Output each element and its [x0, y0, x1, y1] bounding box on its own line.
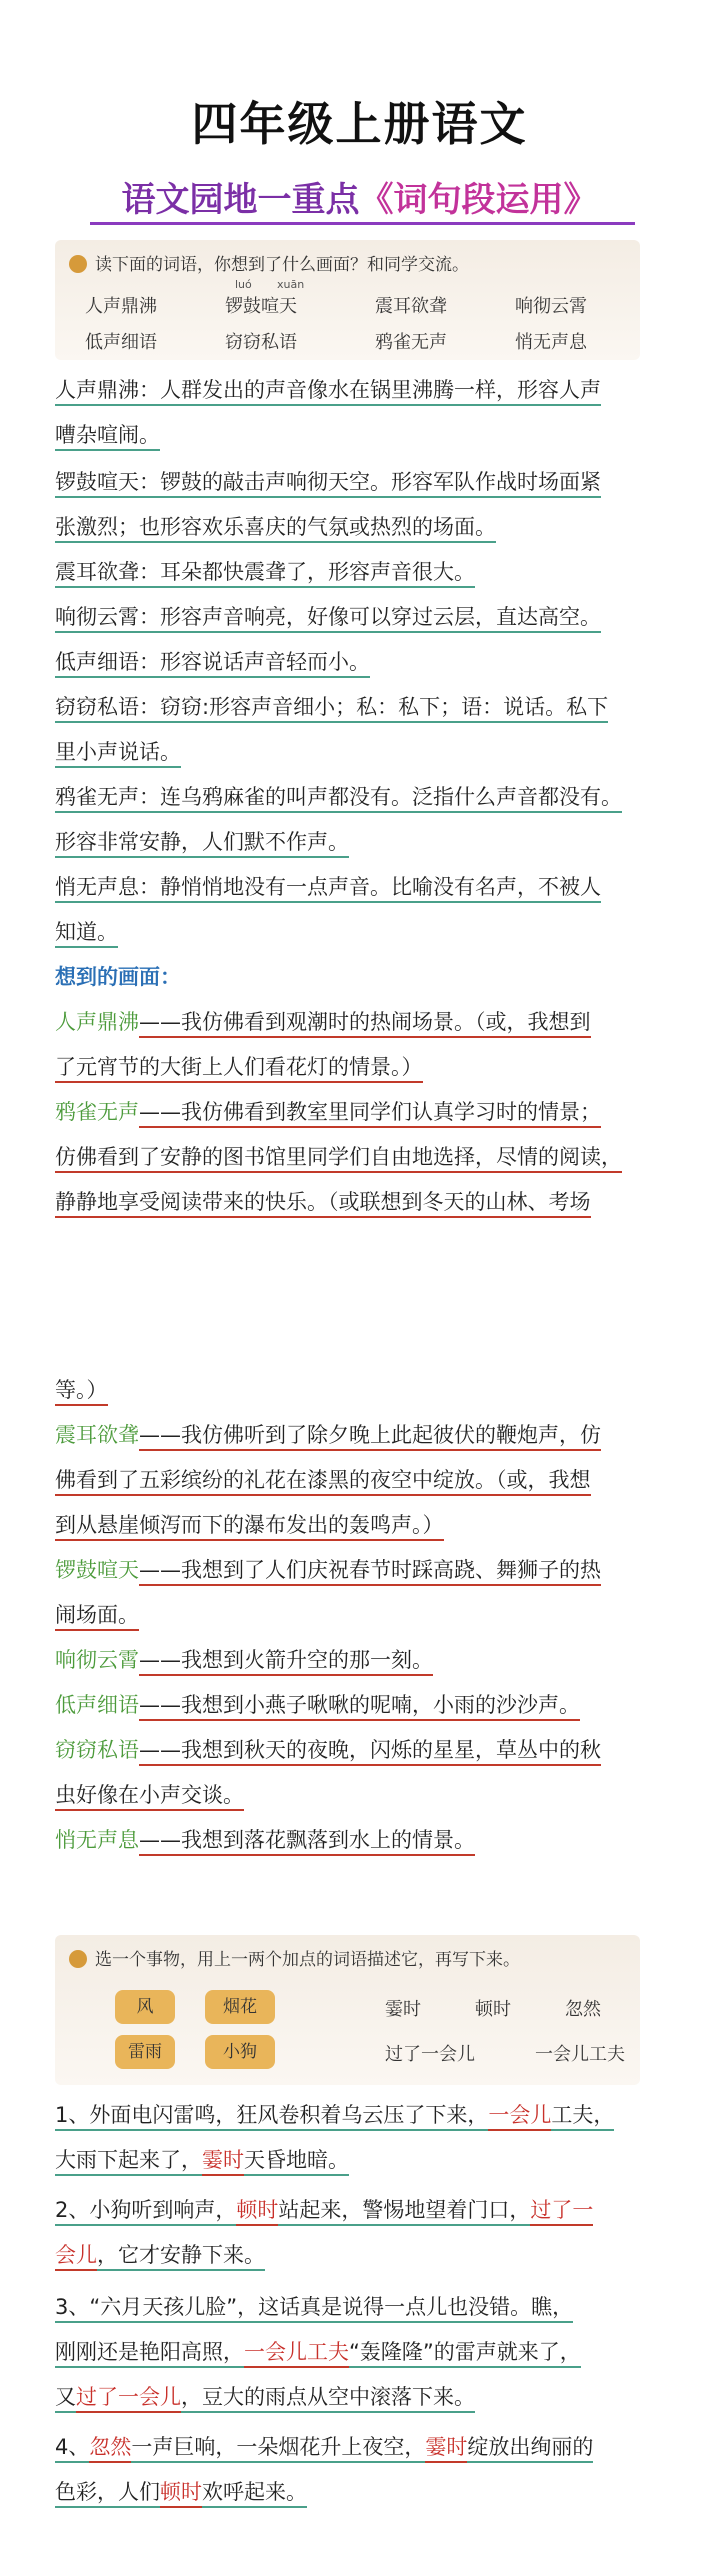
definition-line	[55, 602, 670, 632]
example-highlight: 一会儿	[488, 2103, 551, 2131]
item-pill: 烟花	[205, 1990, 275, 2024]
scene-text: 闹场面。	[55, 1603, 139, 1631]
scene-line	[55, 1465, 670, 1495]
example-highlight: 霎时	[425, 2435, 467, 2463]
scene-text: 静静地享受阅读带来的快乐。（或联想到冬天的山林、考场	[55, 1190, 591, 1218]
scene-text: ——我想到火箭升空的那一刻。	[139, 1648, 433, 1676]
box1-word: 悄无声息	[515, 332, 587, 353]
scene-line	[55, 1142, 670, 1172]
scene-text: 佛看到了五彩缤纷的礼花在漆黑的夜空中绽放。（或，我想	[55, 1468, 591, 1496]
scene-line	[55, 1510, 670, 1540]
example-text: 又	[55, 2385, 76, 2413]
example-highlight: 过了一会儿	[76, 2385, 181, 2413]
subtitle-bracketed: 《词句段运用》	[359, 180, 598, 220]
example-line	[55, 2477, 670, 2507]
scene-term: 低声细语	[55, 1693, 139, 1717]
definition-line	[55, 872, 670, 902]
example-text: ，它才安静下来。	[97, 2243, 265, 2271]
example-line	[55, 2100, 670, 2130]
definition-line	[55, 827, 670, 857]
scene-text: ——我仿佛听到了除夕晚上此起彼伏的鞭炮声，仿	[139, 1423, 601, 1451]
scene-term: 响彻云霄	[55, 1648, 139, 1672]
scene-line	[55, 1555, 670, 1585]
example-highlight: 忽然	[89, 2435, 131, 2463]
example-highlight: 霎时	[202, 2148, 244, 2176]
example-text: 工夫，	[551, 2103, 614, 2131]
dotted-word: 霎时	[385, 1999, 421, 2020]
example-text: 欢呼起来。	[202, 2480, 307, 2508]
textbook-excerpt-words	[55, 240, 640, 360]
textbook-excerpt-describe	[55, 1935, 640, 2085]
definition-line	[55, 917, 670, 947]
scene-line	[55, 1097, 670, 1127]
definition-line	[55, 647, 670, 677]
box1-word: 窃窃私语	[225, 332, 297, 353]
bullet-icon	[69, 255, 87, 273]
example-highlight: 一会儿工夫	[244, 2340, 349, 2368]
definition-text: 震耳欲聋：耳朵都快震聋了，形容声音很大。	[55, 560, 475, 588]
page-title: 四年级上册语文	[191, 97, 528, 151]
example-line	[55, 2240, 670, 2270]
example-highlight: 顿时	[160, 2480, 202, 2508]
scene-term: 窃窃私语	[55, 1738, 139, 1762]
definition-text: 窃窃私语：窃窃:形容声音细小；私：私下；语：说话。私下	[55, 695, 608, 723]
box1-word: 锣鼓喧天	[225, 296, 297, 317]
box1-instruction-text: 读下面的词语，你想到了什么画面？和同学交流。	[95, 255, 469, 275]
example-text: “轰隆隆”的雷声就来了，	[349, 2340, 581, 2368]
scene-term: 人声鼎沸	[55, 1010, 139, 1034]
subtitle-prefix: 语文园地一重点	[121, 180, 360, 220]
box1-word: 低声细语	[85, 332, 157, 353]
example-line	[55, 2432, 670, 2462]
example-text: 站起来，警惕地望着门口，	[278, 2198, 530, 2226]
scenes-heading: 想到的画面：	[55, 965, 181, 989]
definition-line	[55, 467, 670, 497]
scene-term: 鸦雀无声	[55, 1100, 139, 1124]
scene-text: ——我仿佛看到观潮时的热闹场景。（或，我想到	[139, 1010, 591, 1038]
example-text: 大雨下起来了，	[55, 2148, 202, 2176]
scene-line	[55, 1187, 670, 1217]
example-text: 色彩，人们	[55, 2480, 160, 2508]
definition-line	[55, 512, 670, 542]
scene-line	[55, 1007, 670, 1037]
scene-line	[55, 1690, 670, 1720]
item-pill: 小狗	[205, 2035, 275, 2069]
box1-instruction	[69, 250, 469, 275]
definition-text: 鸦雀无声：连乌鸦麻雀的叫声都没有。泛指什么声音都没有。	[55, 785, 622, 813]
definition-text: 人声鼎沸：人群发出的声音像水在锅里沸腾一样，形容人声	[55, 378, 601, 406]
definition-line	[55, 557, 670, 587]
page-subtitle	[0, 172, 719, 221]
example-highlight: 顿时	[236, 2198, 278, 2226]
scene-term: 震耳欲聋	[55, 1423, 139, 1447]
dotted-word: 过了一会儿	[385, 2044, 475, 2065]
item-pill: 风	[115, 1990, 175, 2024]
example-text: 天昏地暗。	[244, 2148, 349, 2176]
definition-line	[55, 782, 670, 812]
dotted-word: 忽然	[565, 1999, 601, 2020]
example-line	[55, 2292, 670, 2322]
scene-line	[55, 1600, 670, 1630]
scene-line	[55, 1780, 670, 1810]
scene-line	[55, 1420, 670, 1450]
box2-instruction-text: 选一个事物，用上一两个加点的词语描述它，再写下来。	[95, 1950, 520, 1970]
box1-word: 人声鼎沸	[85, 296, 157, 317]
definition-text: 里小声说话。	[55, 740, 181, 768]
example-text: ，豆大的雨点从空中滚落下来。	[181, 2385, 475, 2413]
scene-text: ——我想到秋天的夜晚，闪烁的星星，草丛中的秋	[139, 1738, 601, 1766]
scene-text: ——我想到小燕子啾啾的呢喃，小雨的沙沙声。	[139, 1693, 580, 1721]
example-highlight: 过了一	[530, 2198, 593, 2226]
definition-text: 低声细语：形容说话声音轻而小。	[55, 650, 370, 678]
example-text: 1、外面电闪雷鸣，狂风卷积着乌云压了下来，	[55, 2103, 488, 2131]
example-text: 3、“六月天孩儿脸”，这话真是说得一点儿也没错。瞧，	[55, 2295, 573, 2323]
scene-text: 虫好像在小声交谈。	[55, 1783, 244, 1811]
scene-line	[55, 1645, 670, 1675]
definition-line	[55, 737, 670, 767]
bullet-icon	[69, 1950, 87, 1968]
item-pill: 雷雨	[115, 2035, 175, 2069]
definition-line	[55, 375, 670, 405]
box2-instruction	[69, 1945, 520, 1970]
example-text: 4、	[55, 2435, 89, 2463]
example-line	[55, 2382, 670, 2412]
scene-line	[55, 1375, 670, 1405]
box1-word: 震耳欲聋	[375, 296, 447, 317]
scene-line	[55, 1735, 670, 1765]
scene-text: ——我想到落花飘落到水上的情景。	[139, 1828, 475, 1856]
example-text: 一声巨响，一朵烟花升上夜空，	[131, 2435, 425, 2463]
scene-term: 锣鼓喧天	[55, 1558, 139, 1582]
definition-text: 张激烈；也形容欢乐喜庆的气氛或热烈的场面。	[55, 515, 496, 543]
example-line	[55, 2337, 670, 2367]
example-line	[55, 2195, 670, 2225]
example-highlight: 会儿	[55, 2243, 97, 2271]
definition-text: 形容非常安静，人们默不作声。	[55, 830, 349, 858]
scene-text: 了元宵节的大街上人们看花灯的情景。）	[55, 1055, 423, 1083]
scene-line	[55, 1052, 670, 1082]
box1-pinyin: luó	[235, 278, 252, 291]
definition-text: 悄无声息：静悄悄地没有一点声音。比喻没有名声，不被人	[55, 875, 601, 903]
box1-word: 响彻云霄	[515, 296, 587, 317]
definition-text: 知道。	[55, 920, 118, 948]
example-text: 2、小狗听到响声，	[55, 2198, 236, 2226]
definition-line	[55, 420, 670, 450]
dotted-word: 一会儿工夫	[535, 2044, 625, 2065]
scene-text: 到从悬崖倾泻而下的瀑布发出的轰鸣声。）	[55, 1513, 444, 1541]
scene-term: 悄无声息	[55, 1828, 139, 1852]
scene-text: ——我仿佛看到教室里同学们认真学习时的情景；	[139, 1100, 601, 1128]
definition-text: 嘈杂喧闹。	[55, 423, 160, 451]
definition-text: 响彻云霄：形容声音响亮，好像可以穿过云层，直达高空。	[55, 605, 601, 633]
definition-line	[55, 692, 670, 722]
box1-pinyin: xuān	[277, 278, 305, 291]
definition-text: 锣鼓喧天：锣鼓的敲击声响彻天空。形容军队作战时场面紧	[55, 470, 601, 498]
scene-line	[55, 1825, 670, 1855]
scene-text: 等。）	[55, 1378, 108, 1406]
box1-word: 鸦雀无声	[375, 332, 447, 353]
example-text: 绽放出绚丽的	[467, 2435, 593, 2463]
dotted-word: 顿时	[475, 1999, 511, 2020]
scene-text: 仿佛看到了安静的图书馆里同学们自由地选择，尽情的阅读，	[55, 1145, 622, 1173]
example-line	[55, 2145, 670, 2175]
subtitle-underline	[90, 222, 635, 225]
example-text: 刚刚还是艳阳高照，	[55, 2340, 244, 2368]
scene-text: ——我想到了人们庆祝春节时踩高跷、舞狮子的热	[139, 1558, 601, 1586]
